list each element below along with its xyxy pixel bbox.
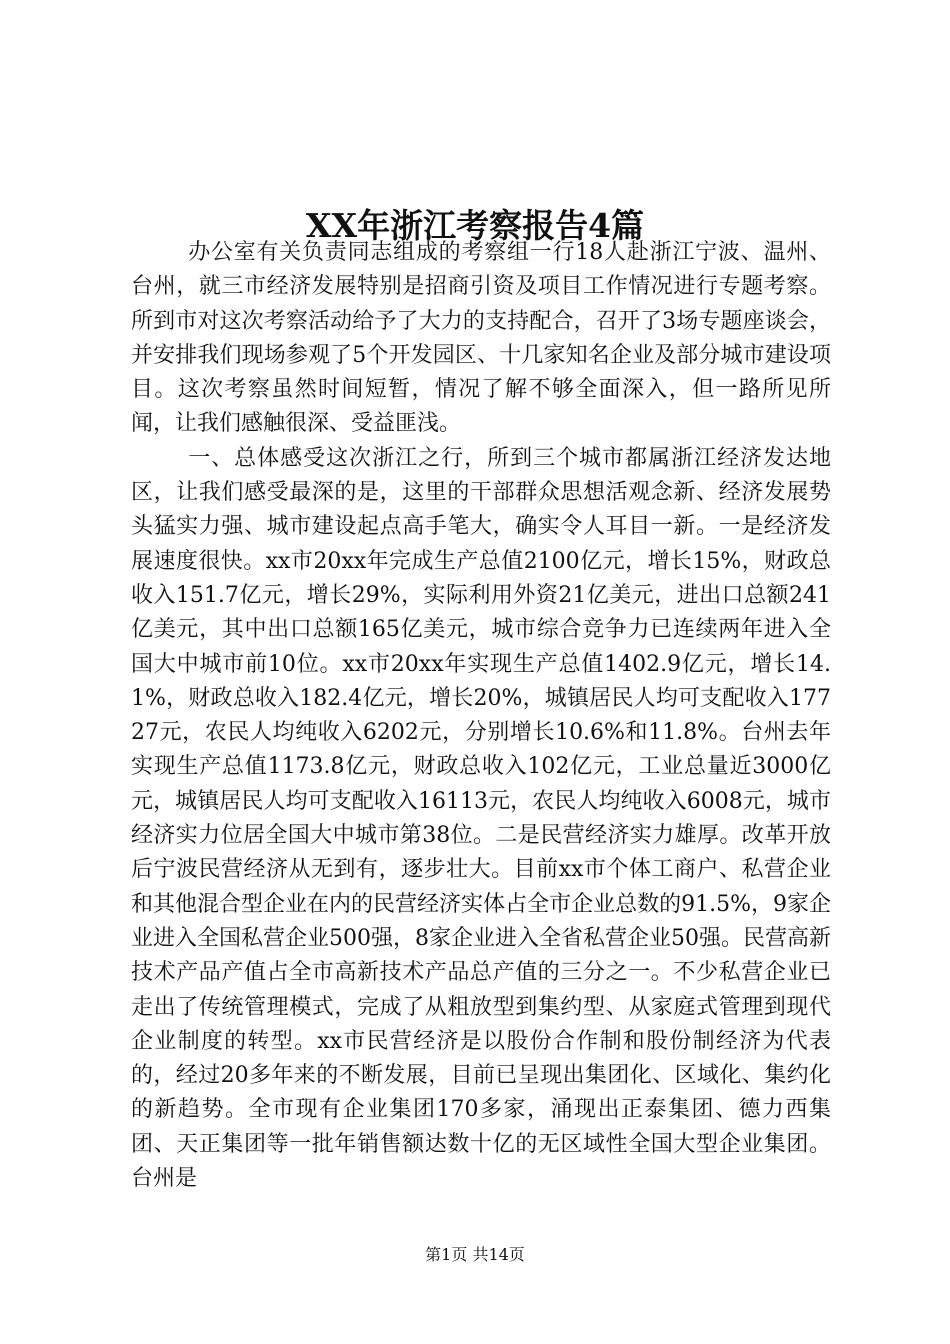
document-title: XX年浙江考察报告4篇 <box>305 206 645 246</box>
paragraph-intro: 办公室有关负责同志组成的考察组一行18人赴浙江宁波、温州、台州，就三市经济发展特别是招商引资及项目工作情况进行专题考察。所到市对这次考察活动给予了大力的支持配合，召开了3场专题座谈会，并安排我们现场参观了5个开发园区、十几家知名企业及部分城市建设项目。这次考察虽然时间短暂，情况了解不够全面深入，但一路所见所闻，让我们感触很深、受益匪浅。 <box>131 240 831 437</box>
paragraph-overall-impression: 一、总体感受这次浙江之行，所到三个城市都属浙江经济发达地区，让我们感受最深的是，这里的干部群众思想活观念新、经济发展势头猛实力强、城市建设起点高手笔大，确实令人耳目一新。一是经济发展速度很快。xx市20xx年完成生产总值2100亿元，增长15%，财政总收入151.7亿元，增长29%，实际利用外资21亿美元，进出口总额241亿美元，其中出口总额165亿美元，城市综合竞争力已连续两年进入全国大中城市前10位。xx市20xx年实现生产总值1402.9亿元，增长14.1%，财政总收入182.4亿元，增长20%，城镇居民人均可支配收入17727元，农民人均纯收入6202元，分别增长10.6%和11.8%。台州去年实现生产总值1173.8亿元，财政总收入102亿元，工业总量近3000亿元，城镇居民人均可支配收入16113元，农民人均纯收入6008元，城市经济实力位居全国大中城市第38位。二是民营经济实力雄厚。改革开放后宁波民营经济从无到有，逐步壮大。目前xx市个体工商户、私营企业和其他混合型企业在内的民营经济实体占全市企业总数的91.5%，9家企业进入全国私营企业500强，8家企业进入全省私营企业50强。民营高新技术产品产值占全市高新技术产品总产值的三分之一。不少私营企业已走出了传统管理模式，完成了从粗放型到集约型、从家庭式管理到现代企业制度的转型。xx市民营经济是以股份合作制和股份制经济为代表的，经过20多年来的不断发展，目前已呈现出集团化、区域化、集约化的新趋势。全市现有企业集团170多家，涌现出正泰集团、德力西集团、天正集团等一批年销售额达数十亿的无区域性全国大型企业集团。台州是 <box>131 445 831 1192</box>
document-body <box>131 236 831 1196</box>
page-footer: 第1页 共14页 <box>425 1245 525 1264</box>
